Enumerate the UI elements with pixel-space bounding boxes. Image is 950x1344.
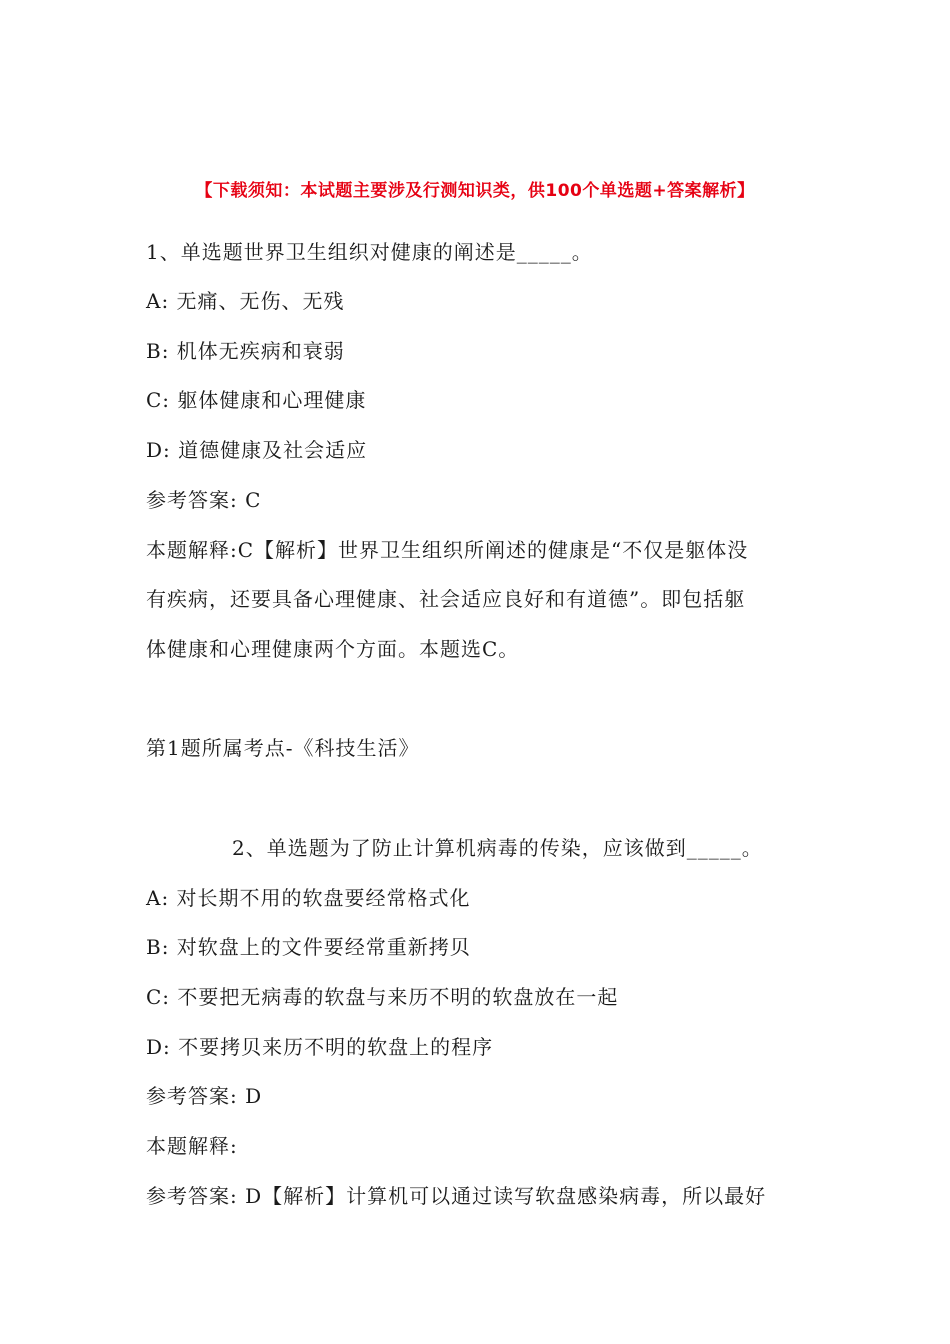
question-1-topic: 第1题所属考点-《科技生活》 (146, 736, 420, 760)
question-1-option-d: D: 道德健康及社会适应 (146, 438, 368, 462)
question-1-answer: 参考答案: C (146, 488, 262, 512)
question-2-option-a: A: 对长期不用的软盘要经常格式化 (146, 886, 471, 910)
question-2-option-d: D: 不要拷贝来历不明的软盘上的程序 (146, 1035, 494, 1059)
question-1-explanation-line-3: 体健康和心理健康两个方面。本题选C。 (146, 637, 520, 661)
question-2-stem: 2、单选题为了防止计算机病毒的传染，应该做到_____。 (232, 836, 763, 860)
question-1-option-a: A: 无痛、无伤、无残 (146, 289, 345, 313)
question-2-answer: 参考答案: D (146, 1084, 263, 1108)
question-1-explanation-line-2: 有疾病，还要具备心理健康、社会适应良好和有道德”。即包括躯 (146, 587, 746, 611)
question-1-option-c: C: 躯体健康和心理健康 (146, 388, 367, 412)
question-1-stem: 1、单选题世界卫生组织对健康的阐述是_____。 (146, 240, 593, 264)
question-1-explanation-line-1: 本题解释:C【解析】世界卫生组织所阐述的健康是“不仅是躯体没 (146, 538, 749, 562)
question-2-explanation-label: 本题解释: (146, 1134, 238, 1158)
question-2-explanation-line-1: 参考答案: D【解析】计算机可以通过读写软盘感染病毒，所以最好 (146, 1184, 767, 1208)
question-2-option-b: B: 对软盘上的文件要经常重新拷贝 (146, 935, 471, 959)
download-notice: 【下载须知：本试题主要涉及行测知识类，供100个单选题+答案解析】 (195, 181, 755, 201)
question-2-option-c: C: 不要把无病毒的软盘与来历不明的软盘放在一起 (146, 985, 619, 1009)
question-1-option-b: B: 机体无疾病和衰弱 (146, 339, 345, 363)
